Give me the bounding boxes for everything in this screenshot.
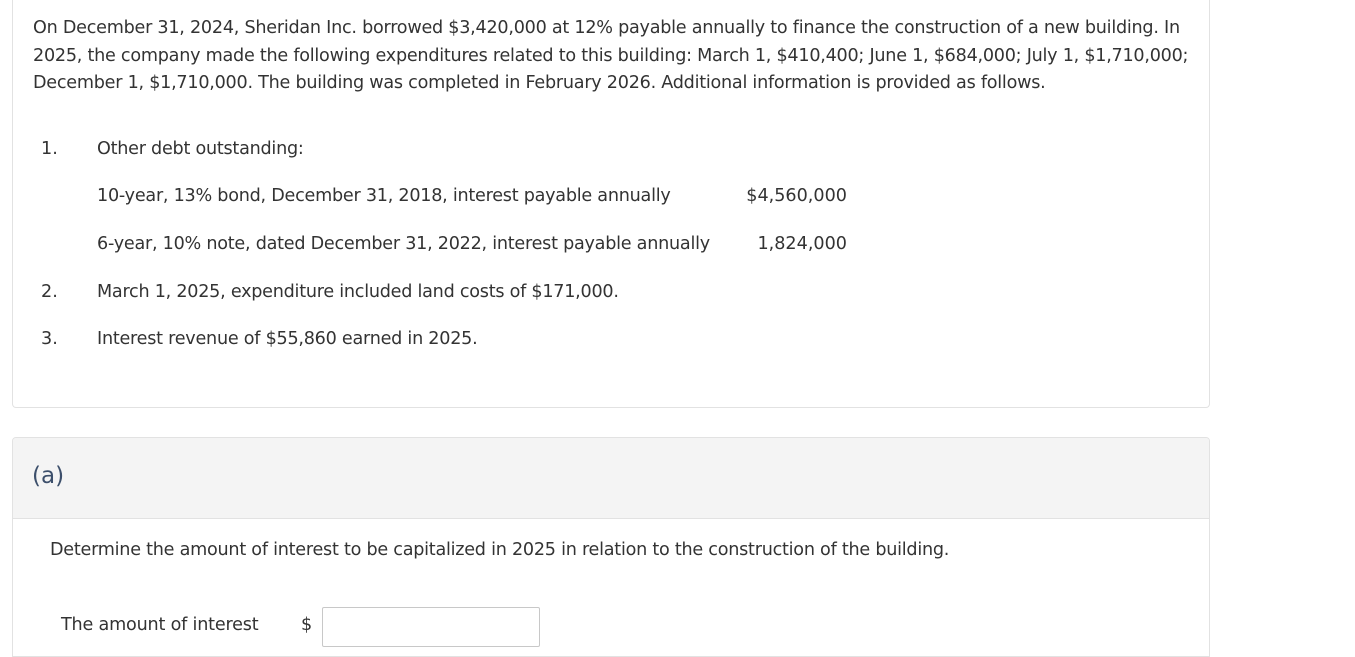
debt-amount: 1,824,000 [757, 234, 847, 254]
debt-amount: $4,560,000 [746, 186, 847, 206]
currency-symbol: $ [301, 615, 313, 635]
part-a-card [12, 437, 1210, 657]
list-item-number: 3. [41, 329, 58, 349]
list-item-text: Interest revenue of $55,860 earned in 2025. [97, 329, 478, 349]
problem-intro-text: On December 31, 2024, Sheridan Inc. borrowed $3,420,000 at 12% payable annually to finance the construction of a new building. In 2025, the company made the following expenditures related to this building: March 1, $410,400; June 1, $684,000; July 1, $1,710,000; December 1, $1,710,000. The building was completed in February 2026. Additional information is provided as follows. [33, 18, 1189, 93]
debt-description: 10-year, 13% bond, December 31, 2018, interest payable annually [97, 186, 671, 206]
list-item-text: Other debt outstanding: [97, 139, 304, 159]
problem-statement-card [12, 0, 1210, 408]
part-a-label: (a) [32, 463, 65, 489]
list-item-text: March 1, 2025, expenditure included land costs of $171,000. [97, 282, 619, 302]
answer-label: The amount of interest [61, 615, 259, 635]
part-a-header [13, 438, 1209, 519]
debt-description: 6-year, 10% note, dated December 31, 2022, interest payable annually [97, 234, 710, 254]
part-a-question: Determine the amount of interest to be capitalized in 2025 in relation to the construction of the building. [50, 540, 950, 560]
interest-amount-input[interactable] [322, 607, 540, 647]
list-item-number: 1. [41, 139, 58, 159]
list-item-number: 2. [41, 282, 58, 302]
